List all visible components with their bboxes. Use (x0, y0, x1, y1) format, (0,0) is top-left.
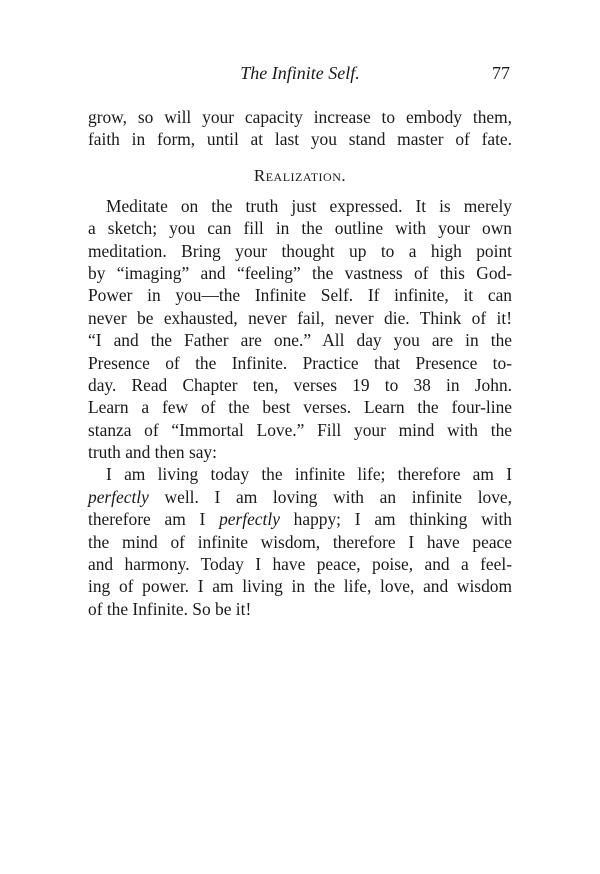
text-line (88, 553, 512, 575)
text-segment: faith in form, until at last you stand master of fate. (88, 129, 512, 150)
page-body (88, 106, 512, 620)
page-header (88, 63, 512, 87)
text-segment: I am living today the infinite life; therefore am I (106, 464, 512, 485)
text-line (88, 307, 512, 329)
text-segment: day. Read Chapter ten, verses 19 to 38 in John. (88, 374, 512, 395)
text-line (88, 508, 512, 530)
text-line (88, 575, 512, 597)
text-line (88, 262, 512, 284)
text-line (88, 329, 512, 351)
text-segment: Power in you—the Infinite Self. If infinite, it can (88, 285, 512, 306)
text-segment: happy; I am thinking with (279, 509, 512, 530)
text-line (88, 463, 512, 485)
text-segment: Learn a few of the best verses. Learn the four-line (88, 397, 512, 418)
text-segment: and harmony. Today I have peace, poise, and a feel- (88, 554, 512, 575)
italic-text: perfectly (219, 509, 280, 530)
text-line (88, 240, 512, 262)
text-line (88, 217, 512, 239)
text-line (88, 128, 512, 150)
running-title: The Infinite Self. (240, 63, 360, 83)
text-segment: Meditate on the truth just expressed. It is merely (106, 195, 512, 216)
text-line (88, 419, 512, 441)
text-line (88, 195, 512, 217)
text-segment: Presence of the Infinite. Practice that Presence to- (88, 352, 512, 373)
text-segment: truth and then say: (88, 442, 217, 463)
text-segment: of the Infinite. So be it! (88, 598, 252, 619)
text-segment: ing of power. I am living in the life, love, and wisdom (88, 576, 512, 597)
italic-text: perfectly (88, 486, 149, 507)
paragraph (88, 463, 512, 620)
text-line (88, 374, 512, 396)
text-line (88, 441, 512, 463)
text-segment: a sketch; you can fill in the outline with your own (88, 218, 512, 239)
text-segment: well. I am loving with an infinite love, (148, 486, 512, 507)
text-line (88, 352, 512, 374)
text-segment: grow, so will your capacity increase to embody them, (88, 107, 512, 127)
text-line (88, 284, 512, 306)
text-segment: meditation. Bring your thought up to a high point (88, 240, 512, 261)
text-segment: the mind of infinite wisdom, therefore I have peace (88, 531, 512, 552)
page-number: 77 (492, 63, 510, 83)
text-line (88, 598, 512, 620)
text-line (88, 106, 512, 128)
text-segment: “I and the Father are one.” All day you are in the (88, 330, 512, 351)
text-line (88, 486, 512, 508)
text-segment: stanza of “Immortal Love.” Fill your mind with the (88, 419, 512, 440)
text-line (88, 531, 512, 553)
section-heading: Realization. (253, 165, 347, 185)
text-segment: by “imaging” and “feeling” the vastness of this God- (88, 262, 512, 283)
paragraph (88, 195, 512, 464)
paragraph (88, 106, 512, 151)
text-line (88, 396, 512, 418)
text-segment: never be exhausted, never fail, never die. Think of it! (88, 307, 512, 328)
text-segment: therefore am I (88, 509, 220, 530)
